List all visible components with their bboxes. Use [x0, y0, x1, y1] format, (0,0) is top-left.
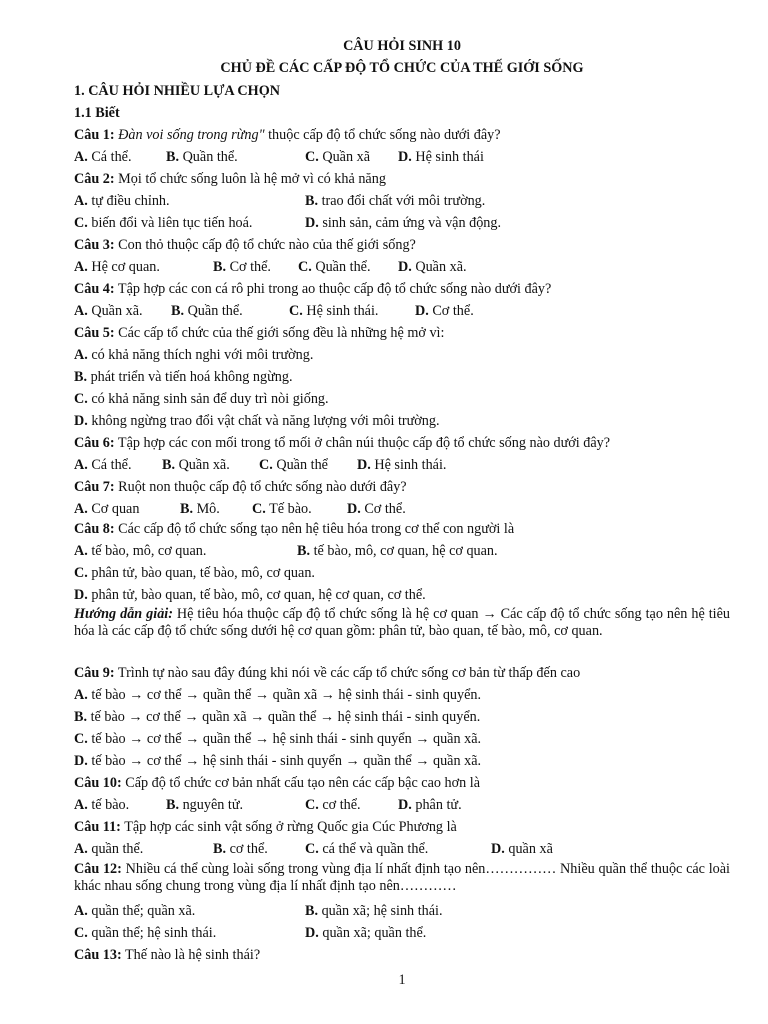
option-letter: A.: [74, 841, 88, 857]
option-a: Cá thể.: [91, 149, 132, 165]
option-c: cá thể và quần thể.: [322, 841, 429, 857]
option-a: Cơ quan: [91, 501, 140, 517]
question-11: [74, 818, 457, 836]
option-d: Hệ sinh thái: [415, 149, 484, 165]
option-letter: B.: [162, 457, 176, 473]
option-b: quần xã; hệ sinh thái.: [321, 903, 443, 919]
question-label: Câu 13:: [74, 947, 122, 963]
question-8-option-c: C. phân tử, bào quan, tế bào, mô, cơ quan.: [74, 565, 315, 581]
option-a: tự điều chỉnh.: [91, 193, 170, 209]
option-c: Tế bào.: [269, 501, 312, 517]
question-5-option-c: C. có khả năng sinh sản để duy trì nòi giống.: [74, 391, 329, 407]
doc-title: CÂU HỎI SINH 10: [343, 38, 461, 54]
option-d: Hệ sinh thái.: [374, 457, 447, 473]
option-d: Cơ thể.: [432, 303, 474, 319]
question-5-option-a: A. có khả năng thích nghi với môi trường.: [74, 347, 314, 363]
question-9-option-c: C. tế bào → cơ thể → quần thể → hệ sinh thái - sinh quyển → quần xã.: [74, 731, 482, 747]
option-letter: D.: [398, 259, 412, 275]
option-c: quần thể; hệ sinh thái.: [91, 925, 217, 941]
option-letter: C.: [305, 149, 319, 165]
option-a: tế bào.: [91, 797, 130, 813]
question-label: Câu 10:: [74, 775, 122, 791]
question-text: Trình tự nào sau đây đúng khi nói về các cấp tổ chức sống cơ bản từ thấp đến cao: [114, 665, 581, 681]
question-8-option-d: D. phân tử, bào quan, tế bào, mô, cơ quan, hệ cơ quan, cơ thể.: [74, 587, 426, 603]
option-letter: C.: [289, 303, 303, 319]
option-d: Quần xã.: [415, 259, 467, 275]
option-letter: C.: [305, 841, 319, 857]
guide-label: Hướng dẫn giải:: [74, 606, 173, 622]
question-1: [74, 126, 501, 144]
option-letter: A.: [74, 501, 88, 517]
question-5-option-b: B. phát triển và tiến hoá không ngừng.: [74, 369, 293, 385]
question-13: [74, 946, 260, 964]
option-c: Quần thể.: [315, 259, 371, 275]
option-b: Mô.: [196, 501, 220, 517]
question-label: Câu 6:: [74, 435, 115, 451]
option-c: Hệ sinh thái.: [306, 303, 379, 319]
question-label: Câu 1:: [74, 127, 115, 143]
option-d: phân tử.: [415, 797, 462, 813]
question-text: Nhiều cá thể cùng loài sống trong vùng địa lí nhất định tạo nên…………… Nhiều quần thể thuộc các loài khác nhau sống chung trong vùng địa lí nhất định tạo nên…………: [74, 861, 730, 894]
option-letter: B.: [180, 501, 194, 517]
option-letter: D.: [357, 457, 371, 473]
option-letter: B.: [171, 303, 185, 319]
option-d: sinh sản, cảm ứng và vận động.: [322, 215, 502, 231]
guide-text: Hệ tiêu hóa thuộc cấp độ tổ chức sống là hệ cơ quan → Các cấp độ tổ chức sống tạo nên hệ tiêu hóa là các cấp độ tổ chức sống dưới hệ cơ quan gồm: phân tử, bào quan, tế bào, mô, cơ quan.: [74, 606, 730, 639]
option-letter: B.: [213, 259, 227, 275]
question-text: Tập hợp các con cá rô phi trong ao thuộc cấp độ tổ chức sống nào dưới đây?: [114, 281, 552, 297]
option-d: Cơ thể.: [364, 501, 406, 517]
question-7: [74, 478, 407, 496]
option-b: nguyên tử.: [182, 797, 244, 813]
option-b: tế bào, mô, cơ quan, hệ cơ quan.: [313, 543, 498, 559]
option-b: Cơ thể.: [229, 259, 271, 275]
section-heading: 1. CÂU HỎI NHIỀU LỰA CHỌN: [74, 83, 280, 99]
option-b: trao đổi chất với môi trường.: [321, 193, 486, 209]
option-letter: A.: [74, 903, 88, 919]
question-label: Câu 7:: [74, 479, 115, 495]
question-text: Tập hợp các con mối trong tổ mối ở chân núi thuộc cấp độ tổ chức sống nào dưới đây?: [114, 435, 611, 451]
option-letter: D.: [305, 215, 319, 231]
question-2: [74, 170, 386, 188]
option-letter: D.: [347, 501, 361, 517]
question-text: Tập hợp các sinh vật sống ở rừng Quốc gia Cúc Phương là: [120, 819, 457, 835]
question-text: Các cấp tổ chức của thế giới sống đều là những hệ mở vì:: [114, 325, 445, 341]
question-10: [74, 774, 480, 792]
option-letter: B.: [213, 841, 227, 857]
question-3: [74, 236, 416, 254]
option-b: Quần thể.: [182, 149, 238, 165]
question-4: [74, 280, 551, 298]
option-letter: D.: [415, 303, 429, 319]
solution-guide: [74, 606, 730, 640]
option-d: quần xã: [508, 841, 553, 857]
option-letter: C.: [74, 925, 88, 941]
option-a: quần thể.: [91, 841, 144, 857]
option-a: Quần xã.: [91, 303, 143, 319]
option-letter: A.: [74, 259, 88, 275]
option-d: quần xã; quần thể.: [322, 925, 427, 941]
question-italic-text: Đàn voi sống trong rừng": [118, 127, 265, 143]
question-5: [74, 324, 444, 342]
option-c: cơ thể.: [322, 797, 361, 813]
option-letter: C.: [305, 797, 319, 813]
option-letter: B.: [166, 149, 180, 165]
option-c: Quần thể: [276, 457, 328, 473]
question-text: Ruột non thuộc cấp độ tổ chức sống nào dưới đây?: [114, 479, 407, 495]
question-label: Câu 8:: [74, 521, 115, 537]
question-9-option-b: B. tế bào → cơ thể → quần xã → quần thể → hệ sinh thái - sinh quyển.: [74, 709, 481, 725]
option-letter: B.: [305, 193, 319, 209]
option-letter: A.: [74, 797, 88, 813]
question-text: thuộc cấp độ tổ chức sống nào dưới đây?: [264, 127, 501, 143]
option-letter: B.: [297, 543, 311, 559]
doc-subtitle: CHỦ ĐỀ CÁC CẤP ĐỘ TỔ CHỨC CỦA THẾ GIỚI SỐNG: [220, 60, 584, 76]
option-a: Hệ cơ quan.: [91, 259, 160, 275]
question-label: Câu 2:: [74, 171, 115, 187]
page-number: 1: [398, 972, 406, 988]
question-label: Câu 3:: [74, 237, 115, 253]
question-text: Thế nào là hệ sinh thái?: [121, 947, 261, 963]
option-a: tế bào, mô, cơ quan.: [91, 543, 207, 559]
option-letter: B.: [305, 903, 319, 919]
option-letter: B.: [166, 797, 180, 813]
option-letter: C.: [252, 501, 266, 517]
option-c: Quần xã: [322, 149, 371, 165]
option-letter: A.: [74, 457, 88, 473]
subsection-heading: 1.1 Biết: [74, 105, 120, 121]
option-b: Quần thể.: [187, 303, 243, 319]
question-text: Cấp độ tổ chức cơ bản nhất cấu tạo nên các cấp bậc cao hơn là: [121, 775, 481, 791]
question-text: Con thỏ thuộc cấp độ tổ chức nào của thế giới sống?: [114, 237, 416, 253]
option-a: quần thể; quần xã.: [91, 903, 196, 919]
question-9-option-d: D. tế bào → cơ thể → hệ sinh thái - sinh quyển → quần thể → quần xã.: [74, 753, 482, 769]
option-letter: D.: [305, 925, 319, 941]
option-letter: C.: [298, 259, 312, 275]
question-label: Câu 9:: [74, 665, 115, 681]
option-letter: D.: [398, 797, 412, 813]
question-label: Câu 12:: [74, 861, 122, 877]
option-letter: D.: [491, 841, 505, 857]
question-9-option-a: A. tế bào → cơ thể → quần thể → quần xã → hệ sinh thái - sinh quyển.: [74, 687, 482, 703]
question-text: Mọi tổ chức sống luôn là hệ mở vì có khả năng: [114, 171, 386, 187]
option-c: biến đổi và liên tục tiến hoá.: [91, 215, 253, 231]
option-letter: C.: [74, 215, 88, 231]
question-9: [74, 664, 580, 682]
question-label: Câu 11:: [74, 819, 121, 835]
option-letter: D.: [398, 149, 412, 165]
option-a: Cá thể.: [91, 457, 132, 473]
question-8: [74, 520, 514, 538]
option-letter: C.: [259, 457, 273, 473]
option-letter: A.: [74, 193, 88, 209]
question-12: [74, 861, 730, 895]
question-6: [74, 434, 610, 452]
question-5-option-d: D. không ngừng trao đổi vật chất và năng lượng với môi trường.: [74, 413, 440, 429]
option-b: Quần xã.: [178, 457, 230, 473]
option-b: cơ thể.: [229, 841, 268, 857]
question-text: Các cấp độ tổ chức sống tạo nên hệ tiêu hóa trong cơ thể con người là: [114, 521, 515, 537]
question-label: Câu 4:: [74, 281, 115, 297]
option-letter: A.: [74, 149, 88, 165]
option-letter: A.: [74, 543, 88, 559]
option-letter: A.: [74, 303, 88, 319]
question-label: Câu 5:: [74, 325, 115, 341]
